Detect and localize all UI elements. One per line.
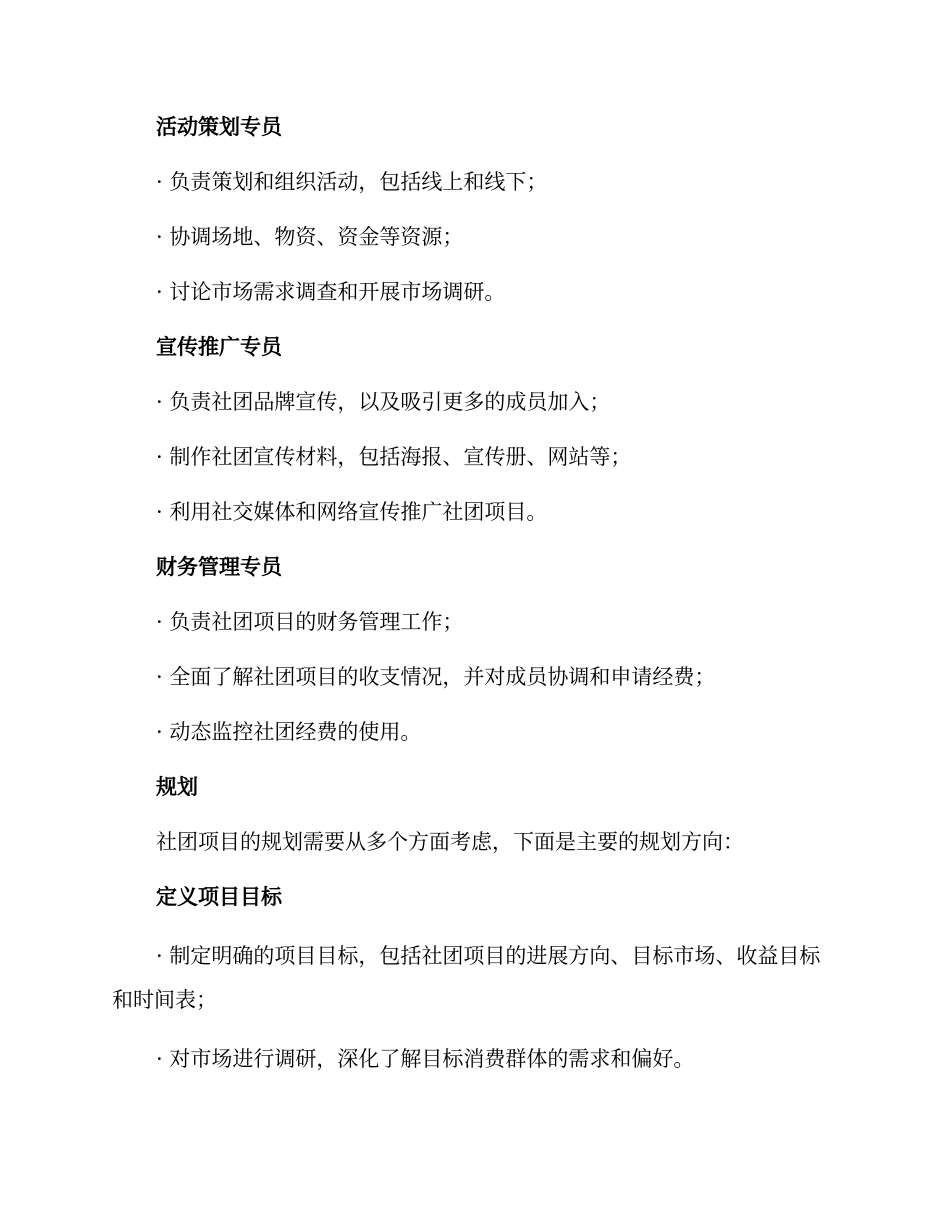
list-item: · 制作社团宣传材料，包括海报、宣传册、网站等；: [156, 445, 632, 469]
section-heading-project-goals: 定义项目目标: [156, 885, 282, 909]
document-body: [112, 109, 822, 1096]
list-item: · 全面了解社团项目的收支情况，并对成员协调和申请经费；: [156, 665, 716, 689]
section-heading-event-planner: 活动策划专员: [156, 115, 282, 139]
section-heading-planning: 规划: [156, 775, 198, 799]
list-item: · 利用社交媒体和网络宣传推广社团项目。: [156, 500, 548, 524]
paragraph: 社团项目的规划需要从多个方面考虑，下面是主要的规划方向：: [156, 830, 744, 854]
section-heading-finance: 财务管理专员: [156, 555, 282, 579]
section-heading-promotion: 宣传推广专员: [156, 335, 282, 359]
list-item: · 协调场地、物资、资金等资源；: [156, 225, 464, 249]
list-item: · 负责社团品牌宣传，以及吸引更多的成员加入；: [156, 390, 611, 414]
list-item: · 负责策划和组织活动，包括线上和线下；: [156, 170, 548, 194]
list-item: · 制定明确的项目目标，包括社团项目的进展方向、目标市场、收益目标和时间表；: [112, 944, 821, 1012]
list-item: · 讨论市场需求调查和开展市场调研。: [156, 280, 506, 304]
list-item: · 对市场进行调研，深化了解目标消费群体的需求和偏好。: [156, 1047, 695, 1071]
list-item: · 负责社团项目的财务管理工作；: [156, 610, 464, 634]
list-item: · 动态监控社团经费的使用。: [156, 720, 422, 744]
